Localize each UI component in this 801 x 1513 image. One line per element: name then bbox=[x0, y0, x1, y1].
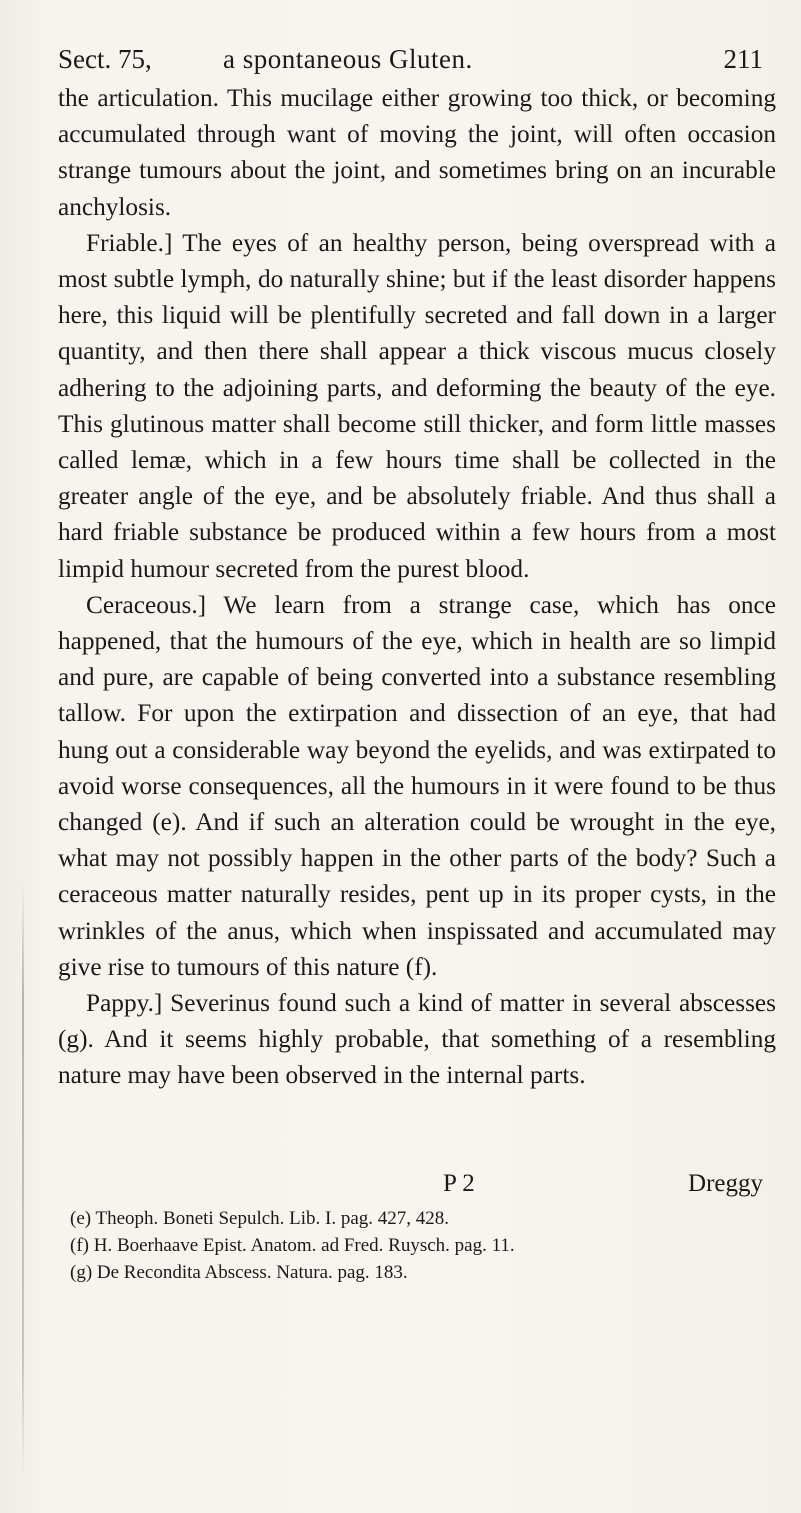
catchline bbox=[58, 1166, 763, 1202]
paragraph-articulation: the articulation. This mucilage either growing too thick, or becoming accumulated through want of moving the joint, will often occasion strange tumours about the joint, and sometimes bring on an incurable anchylosis. bbox=[58, 84, 776, 221]
catchword: Dreggy bbox=[688, 1170, 763, 1197]
body-text bbox=[58, 80, 776, 1094]
paragraph-ceraceous: Ceraceous.] We learn from a strange case, which has once happened, that the humours of the eye, which in health are so limpid and pure, are capable of being converted into a substance resembling tallow. For upon the extirpation and dissection of an eye, that had hung out a considerable way beyond the eyelids, and was extirpated to avoid worse consequences, all the humours in it were found to be thus changed (e). And if such an alteration could be wrought in the eye, what may not possibly happen in the other parts of the body? Such a ceraceous matter naturally resides, pent up in its proper cysts, in the wrinkles of the anus, which when inspissated and accumulated may give rise to tumours of this nature (f). bbox=[58, 590, 776, 981]
paragraph-friable: Friable.] The eyes of an healthy person, being overspread with a most subtle lymph, do naturally shine; but if the least disorder happens here, this liquid will be plentifully secreted and fall down in a larger quantity, and then there shall appear a thick viscous mucus closely adhering to the adjoining parts, and deforming the beauty of the eye. This glutinous matter shall become still thicker, and form little masses called lemæ, which in a few hours time shall be collected in the greater angle of the eye, and be absolutely friable. And thus shall a hard friable substance be produced within a few hours from a most limpid humour secreted from the purest blood. bbox=[58, 228, 776, 583]
footnote-g: (g) De Recondita Abscess. Natura. pag. 183. bbox=[70, 1262, 408, 1283]
running-title: a spontaneous Gluten. bbox=[223, 44, 473, 74]
paragraph-pappy: Pappy.] Severinus found such a kind of matter in several abscesses (g). And it seems highly probable, that something of a resembling nature may have been observed in the internal parts. bbox=[58, 989, 776, 1090]
page-number: 211 bbox=[723, 44, 763, 74]
footnotes bbox=[70, 1205, 770, 1286]
footnote-f: (f) H. Boerhaave Epist. Anatom. ad Fred. Ruysch. pag. 11. bbox=[70, 1235, 515, 1256]
page-edge-shadow bbox=[22, 880, 24, 1480]
footnote-e: (e) Theoph. Boneti Sepulch. Lib. I. pag. 427, 428. bbox=[70, 1208, 450, 1229]
signature-mark: P 2 bbox=[443, 1170, 475, 1197]
running-header bbox=[58, 38, 763, 80]
section-number: Sect. 75, bbox=[58, 44, 152, 74]
